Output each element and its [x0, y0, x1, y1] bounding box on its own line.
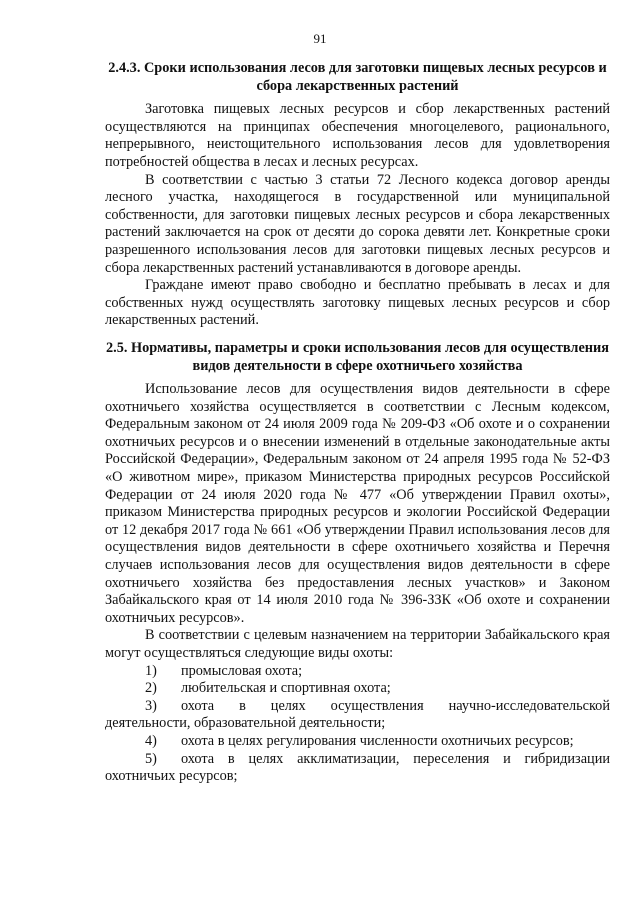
page-content	[105, 60, 610, 786]
section-heading-2-4-3: 2.4.3. Сроки использования лесов для заготовки пищевых лесных ресурсов и сбора лекарственных растений	[108, 60, 607, 94]
section-heading-2-5: 2.5. Нормативы, параметры и сроки использования лесов для осуществления видов деятельности в сфере охотничьего хозяйства	[105, 339, 610, 374]
list-item-number: 2)	[145, 680, 157, 697]
list-item-text: охота в целях регулирования численности охотничьих ресурсов;	[181, 732, 574, 749]
list-item-number: 4)	[145, 732, 157, 749]
list-item	[105, 698, 610, 733]
list-item	[105, 680, 610, 698]
list-item-number: 1)	[145, 662, 157, 679]
list-item-text: охота в целях осуществления научно-исследовательской деятельности, образовательной деятельности;	[105, 697, 610, 732]
list-item	[105, 733, 610, 751]
list-item-text: промысловая охота;	[181, 662, 303, 679]
list-item-text: охота в целях акклиматизации, переселения и гибридизации охотничьих ресурсов;	[105, 750, 610, 785]
paragraph: Заготовка пищевых лесных ресурсов и сбор лекарственных растений осуществляются на принципах обеспечения многоцелевого, рационального, непрерывного, неистощительного использования лесов для удовлетворения потребностей общества в лесах и лесных ресурсах.	[105, 101, 610, 170]
list-item-text: любительская и спортивная охота;	[181, 680, 391, 697]
list-item-number: 3)	[145, 697, 157, 714]
paragraph: В соответствии с целевым назначением на территории Забайкальского края могут осуществляться следующие виды охоты:	[105, 627, 610, 661]
list-item-number: 5)	[145, 750, 157, 767]
paragraph: В соответствии с частью 3 статьи 72 Лесного кодекса договор аренды лесного участка, находящегося в государственной или муниципальной собственности, для заготовки пищевых лесных ресурсов и сбора лекарственных растений заключается на срок от десяти до сорока девяти лет. Конкретные сроки разрешенного использования лесов для заготовки пищевых лесных ресурсов и сбора лекарственных растений устанавливаются в договоре аренды.	[105, 171, 610, 276]
paragraph: Граждане имеют право свободно и бесплатно пребывать в лесах и для собственных нужд осуществлять заготовку пищевых лесных ресурсов и сбор лекарственных растений.	[105, 277, 610, 329]
list-item	[105, 663, 610, 681]
list-item	[105, 751, 610, 786]
paragraph: Использование лесов для осуществления видов деятельности в сфере охотничьего хозяйства осуществляется в соответствии с Лесным кодексом, Федеральным законом от 24 июля 2009 года № 209-ФЗ «Об охоте и о сохранении охотничьих ресурсов и о внесении изменений в отдельные законодательные акты Российской Федерации», Федеральным законом от 24 апреля 1995 года № 52-ФЗ «О животном мире», приказом Министерства природных ресурсов Российской Федерации от 24 июля 2020 года № 477 «Об утверждении Правил охоты», приказом Министерства природных ресурсов и экологии Российской Федерации от 12 декабря 2017 года № 661 «Об утверждении Правил использования лесов для осуществления видов деятельности в сфере охотничьего хозяйства и Перечня случаев использования лесов для осуществления видов деятельности в сфере охотничьего хозяйства без предоставления лесных участков» и Законом Забайкальского края от 14 июля 2010 года № 396-ЗЗК «Об охоте и сохранении охотничьих ресурсов».	[105, 381, 610, 626]
page-number: 91	[313, 31, 327, 46]
